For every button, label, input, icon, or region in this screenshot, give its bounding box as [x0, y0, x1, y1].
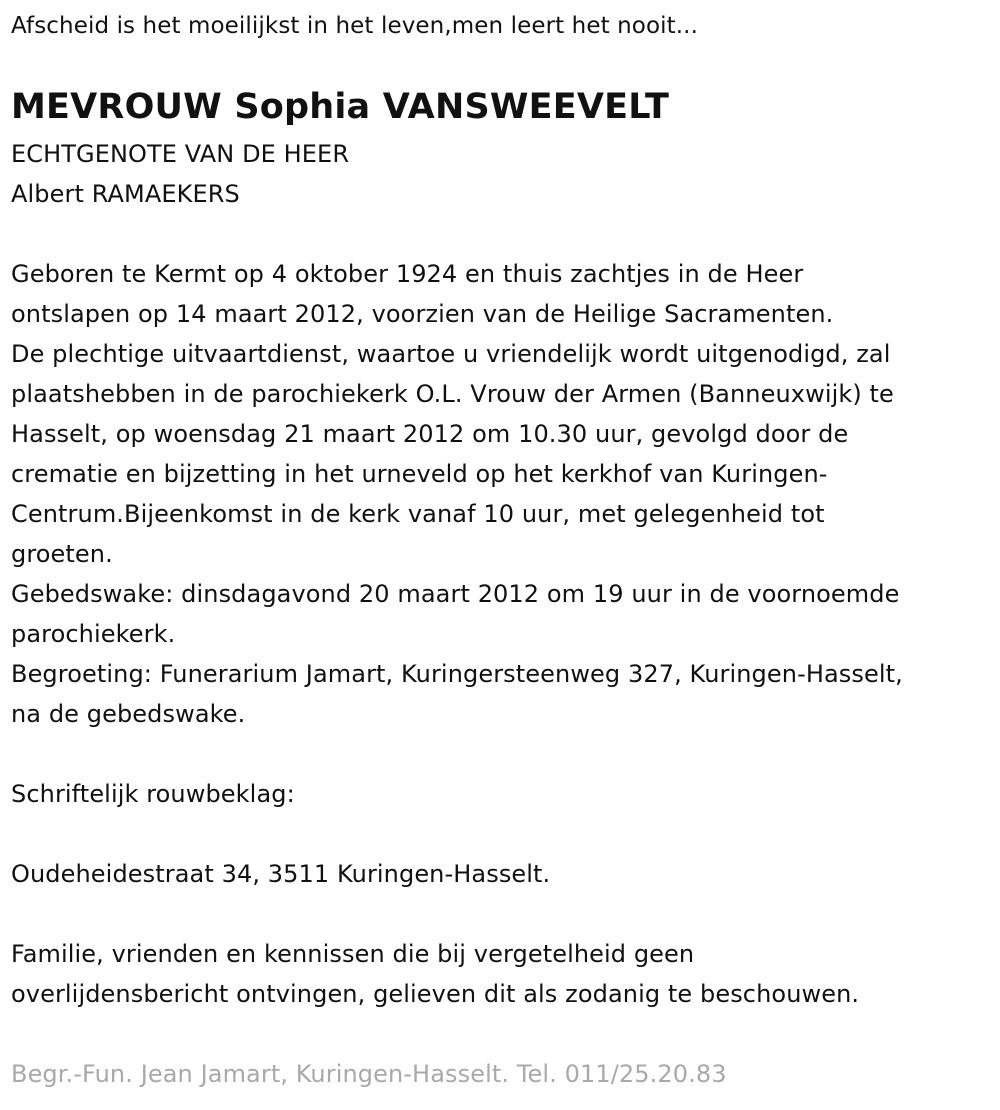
body-line: Gebedswake: dinsdagavond 20 maart 2012 om 19 uur in de voornoemde [11, 580, 900, 608]
body-line: groeten. [11, 540, 113, 568]
body-line: plaatshebben in de parochiekerk O.L. Vrouw der Armen (Banneuxwijk) te [11, 380, 894, 408]
motto: Afscheid is het moeilijkst in het leven,men leert het nooit... [11, 13, 698, 39]
body-line: na de gebedswake. [11, 700, 246, 728]
body-line: Geboren te Kermt op 4 oktober 1924 en thuis zachtjes in de Heer [11, 260, 804, 288]
notice-line: overlijdensbericht ontvingen, gelieven dit als zodanig te beschouwen. [11, 980, 860, 1008]
deceased-name: MEVROUW Sophia VANSWEEVELT [11, 87, 670, 127]
relation-text: ECHTGENOTE VAN DE HEER [11, 140, 350, 168]
body-line: Begroeting: Funerarium Jamart, Kuringersteenweg 327, Kuringen-Hasselt, [11, 660, 903, 688]
body-line: ontslapen op 14 maart 2012, voorzien van de Heilige Sacramenten. [11, 300, 834, 328]
body-line: Hasselt, op woensdag 21 maart 2012 om 10.30 uur, gevolgd door de [11, 420, 849, 448]
condolences-label: Schriftelijk rouwbeklag: [11, 780, 295, 808]
body-line: De plechtige uitvaartdienst, waartoe u vriendelijk wordt uitgenodigd, zal [11, 340, 891, 368]
body-line: parochiekerk. [11, 620, 176, 648]
funeral-home-footer: Begr.-Fun. Jean Jamart, Kuringen-Hasselt. Tel. 011/25.20.83 [11, 1060, 727, 1088]
notice-line: Familie, vrienden en kennissen die bij vergetelheid geen [11, 940, 695, 968]
condolences-address: Oudeheidestraat 34, 3511 Kuringen-Hasselt. [11, 860, 551, 888]
body-line: Centrum.Bijeenkomst in de kerk vanaf 10 uur, met gelegenheid tot [11, 500, 825, 528]
body-line: crematie en bijzetting in het urneveld op het kerkhof van Kuringen- [11, 460, 828, 488]
spouse-name: Albert RAMAEKERS [11, 180, 240, 208]
